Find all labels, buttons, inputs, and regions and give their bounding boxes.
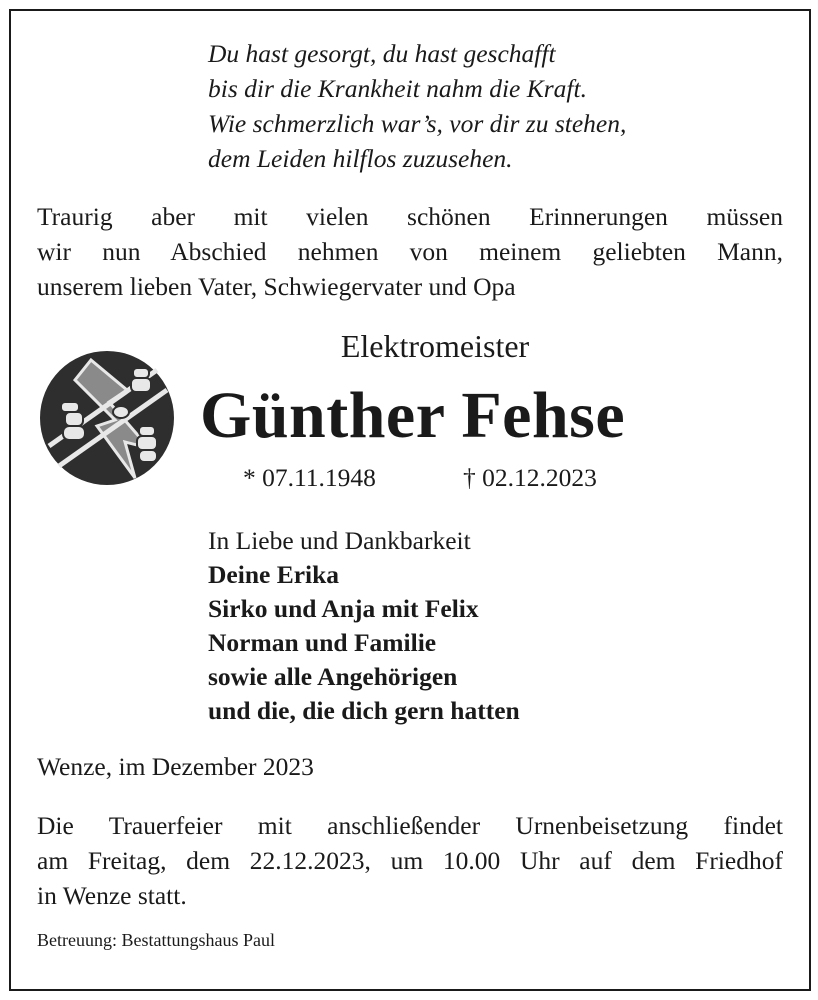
signer-name: Deine Erika bbox=[208, 560, 340, 589]
funeral-line: in Wenze statt. bbox=[37, 881, 187, 910]
poem-line: dem Leiden hilflos zuzusehen. bbox=[208, 144, 513, 173]
poem-line: Wie schmerzlich war’s, vor dir zu stehen, bbox=[208, 109, 627, 138]
poem-line: bis dir die Krankheit nahm die Kraft. bbox=[208, 74, 587, 103]
signer-name: Sirko und Anja mit Felix bbox=[208, 594, 479, 623]
signers-intro: In Liebe und Dankbarkeit bbox=[208, 526, 471, 555]
funeral-line: am Freitag, dem 22.12.2023, um 10.00 Uhr auf dem Friedhof bbox=[37, 846, 783, 875]
poem-line: Du hast gesorgt, du hast geschafft bbox=[208, 39, 556, 68]
place-date: Wenze, im Dezember 2023 bbox=[37, 752, 314, 781]
funeral-info bbox=[37, 808, 783, 913]
intro-line: Traurig aber mit vielen schönen Erinnerungen müssen bbox=[37, 202, 783, 231]
deceased-name: Günther Fehse bbox=[200, 379, 626, 452]
signers bbox=[208, 524, 520, 728]
birth-date: * 07.11.1948 bbox=[243, 463, 376, 492]
profession: Elektromeister bbox=[340, 328, 530, 364]
intro-line: unserem lieben Vater, Schwiegervater und Opa bbox=[37, 272, 516, 301]
funeral-home-credit: Betreuung: Bestattungshaus Paul bbox=[37, 930, 275, 950]
death-date: † 02.12.2023 bbox=[463, 463, 597, 492]
signer-name: sowie alle Angehörigen bbox=[208, 662, 458, 691]
intro-text bbox=[37, 199, 783, 304]
signer-name: und die, die dich gern hatten bbox=[208, 696, 520, 725]
funeral-line: Die Trauerfeier mit anschließender Urnenbeisetzung findet bbox=[37, 811, 783, 840]
poem bbox=[208, 36, 626, 176]
intro-line: wir nun Abschied nehmen von meinem geliebten Mann, bbox=[37, 237, 783, 266]
electrician-guild-emblem-icon bbox=[39, 350, 175, 486]
signer-name: Norman und Familie bbox=[208, 628, 437, 657]
